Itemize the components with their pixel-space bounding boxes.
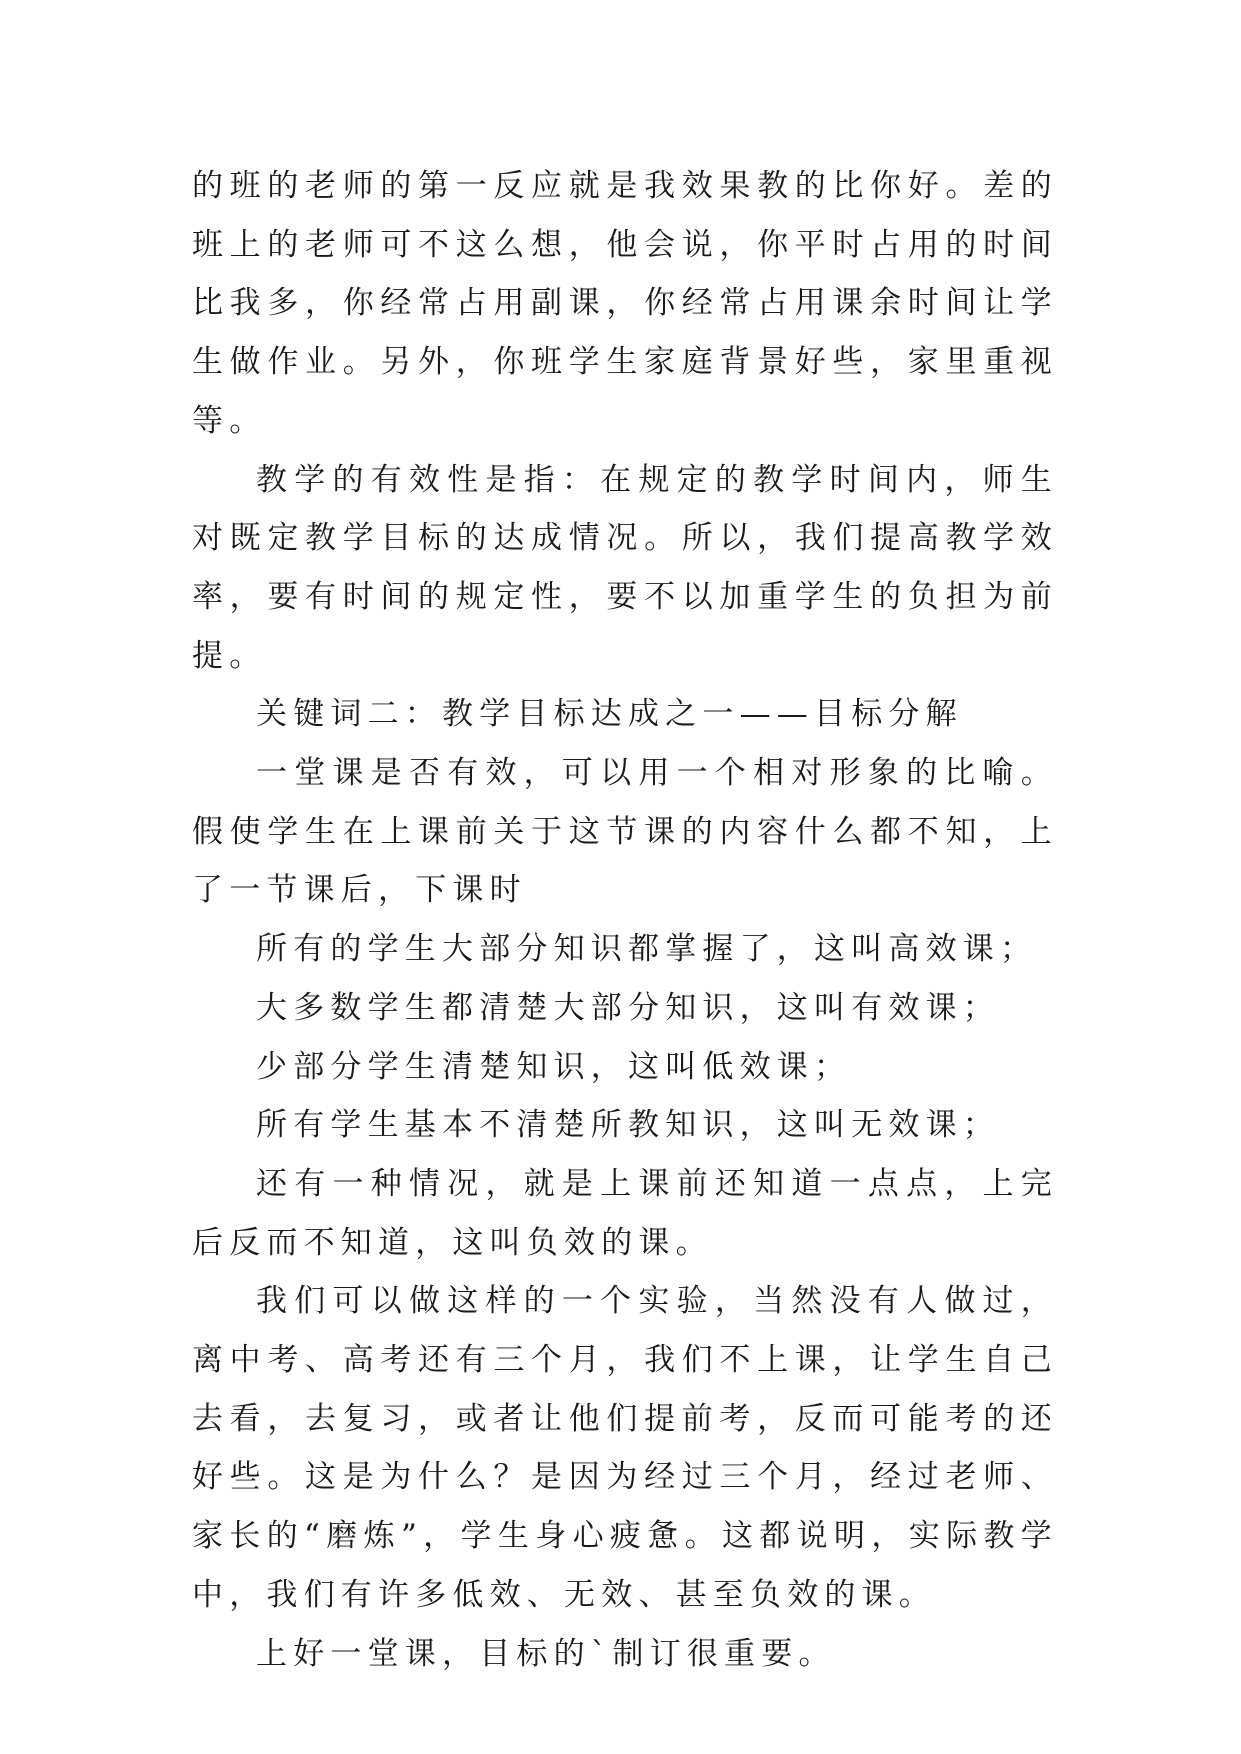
paragraph-6: 大多数学生都清楚大部分知识，这叫有效课； (256, 989, 1000, 1026)
paragraph-1: 的班的老师的第一反应就是我效果教的比你好。差的班上的老师可不这么想，他会说，你平时占用的时间比我多，你经常占用副课，你经常占用课余时间让学生做作业。另外，你班学生家庭背景好些，家里重视等。 (192, 168, 1058, 439)
paragraph-11: 上好一堂课，目标的`制订很重要。 (256, 1635, 836, 1672)
paragraph-5: 所有的学生大部分知识都掌握了，这叫高效课； (256, 931, 1038, 968)
paragraph-3-heading: 关键词二：教学目标达成之一——目标分解 (256, 696, 963, 733)
paragraph-10: 我们可以做这样的一个实验，当然没有人做过，离中考、高考还有三个月，我们不上课，让学生自己去看，去复习，或者让他们提前考，反而可能考的还好些。这是为什么？是因为经过三个月，经过老师、家长的“磨炼”，学生身心疲惫。这都说明，实际教学中，我们有许多低效、无效、甚至负效的课。 (192, 1283, 1058, 1613)
paragraph-7: 少部分学生清楚知识，这叫低效课； (256, 1048, 852, 1085)
paragraph-8: 所有学生基本不清楚所教知识，这叫无效课； (256, 1107, 1000, 1144)
paragraph-2: 教学的有效性是指：在规定的教学时间内，师生对既定教学目标的达成情况。所以，我们提高教学效率，要有时间的规定性，要不以加重学生的负担为前提。 (192, 461, 1058, 674)
paragraph-4: 一堂课是否有效，可以用一个相对形象的比喻。假使学生在上课前关于这节课的内容什么都不知，上了一节课后，下课时 (192, 755, 1058, 909)
paragraph-9: 还有一种情况，就是上课前还知道一点点，上完后反而不知道，这叫负效的课。 (192, 1165, 1058, 1261)
document-body (192, 157, 1058, 1683)
